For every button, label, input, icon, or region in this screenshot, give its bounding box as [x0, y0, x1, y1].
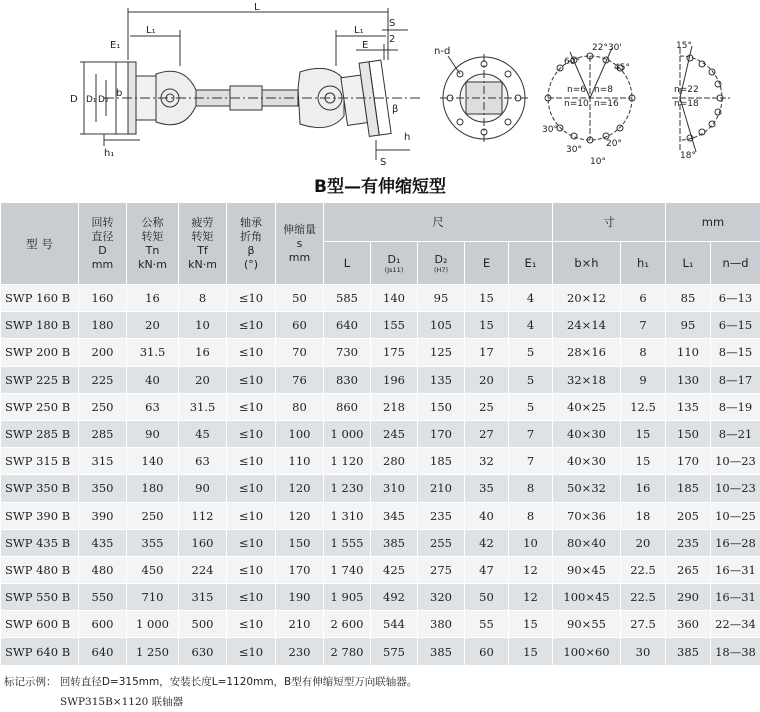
table-cell: 5 [509, 393, 553, 420]
table-cell: ≤10 [227, 393, 276, 420]
table-cell: 218 [371, 393, 418, 420]
table-cell: 170 [418, 420, 465, 447]
label-22-30: 22°30' [592, 43, 622, 53]
table-cell: 1 120 [324, 448, 371, 475]
label-S: S [380, 157, 387, 168]
table-cell: 20 [179, 366, 227, 393]
table-cell: 160 [179, 529, 227, 556]
table-cell: 550 [79, 584, 127, 611]
header-D2: D₂ (H7) [418, 242, 465, 285]
table-row [1, 393, 760, 420]
table-cell: 235 [666, 529, 711, 556]
table-cell: 27.5 [621, 611, 666, 638]
header-nd: n—d [711, 242, 760, 285]
table-cell: 205 [666, 502, 711, 529]
model-cell: SWP 600 B [1, 611, 79, 638]
table-cell: 7 [621, 312, 666, 339]
table-cell: 95 [418, 285, 465, 312]
page-title: B型—有伸缩短型 [314, 177, 446, 197]
table-cell: 90 [127, 420, 179, 447]
header-dimensions-label: 尺 [324, 203, 553, 242]
table-cell: ≤10 [227, 285, 276, 312]
table-cell: 15 [465, 312, 509, 339]
table-cell: 22.5 [621, 584, 666, 611]
table-cell: 45 [179, 420, 227, 447]
table-cell: 4 [509, 285, 553, 312]
table-cell: 10—23 [711, 475, 760, 502]
table-cell: 224 [179, 556, 227, 583]
label-D: D [70, 94, 78, 105]
table-cell: 105 [418, 312, 465, 339]
table-cell: 235 [418, 502, 465, 529]
marking-example-note: 标记示例： 回转直径D=315mm，安装长度L=1120mm，B型有伸缩短型万向联轴器。 [4, 676, 418, 688]
label-S-half: S [389, 18, 396, 29]
table-cell: 8—17 [711, 366, 760, 393]
table-cell: 16—31 [711, 584, 760, 611]
table-cell: 8—21 [711, 420, 760, 447]
table-cell: 120 [276, 475, 324, 502]
table-cell: 24×14 [553, 312, 621, 339]
table-cell: 435 [79, 529, 127, 556]
table-cell: 40 [127, 366, 179, 393]
table-cell: 150 [418, 393, 465, 420]
table-cell: 10—25 [711, 502, 760, 529]
table-cell: 425 [371, 556, 418, 583]
table-cell: 125 [418, 339, 465, 366]
table-cell: 30 [621, 638, 666, 665]
table-row [1, 556, 760, 583]
table-cell: 135 [666, 393, 711, 420]
table-cell: ≤10 [227, 339, 276, 366]
table-cell: 315 [79, 448, 127, 475]
table-cell: 60 [465, 638, 509, 665]
table-cell: 480 [79, 556, 127, 583]
table-cell: 135 [418, 366, 465, 393]
table-cell: 12 [509, 556, 553, 583]
table-cell: ≤10 [227, 584, 276, 611]
table-cell: 15 [509, 611, 553, 638]
table-row [1, 638, 760, 665]
table-cell: 20 [621, 529, 666, 556]
table-cell: 16 [621, 475, 666, 502]
table-cell: 345 [371, 502, 418, 529]
table-row [1, 611, 760, 638]
header-dimensions-label2: 寸 [553, 203, 666, 242]
table-cell: 20 [127, 312, 179, 339]
table-cell: 385 [418, 638, 465, 665]
table-cell: 28×16 [553, 339, 621, 366]
table-cell: 2 780 [324, 638, 371, 665]
table-cell: 170 [276, 556, 324, 583]
table-cell: 380 [418, 611, 465, 638]
label-h1: h₁ [104, 148, 115, 159]
header-unit: mm [666, 203, 760, 242]
label-20: 20° [606, 139, 622, 149]
table-cell: 35 [465, 475, 509, 502]
table-cell: 200 [79, 339, 127, 366]
model-cell: SWP 285 B [1, 420, 79, 447]
table-cell: 10 [509, 529, 553, 556]
table-cell: 16—31 [711, 556, 760, 583]
table-cell: 27 [465, 420, 509, 447]
header-torque-fatigue: 疲劳 转矩 Tf kN·m [179, 203, 227, 285]
table-row [1, 366, 760, 393]
table-cell: 155 [371, 312, 418, 339]
table-cell: ≤10 [227, 556, 276, 583]
table-cell: 70 [276, 339, 324, 366]
table-cell: 40×30 [553, 420, 621, 447]
table-cell: ≤10 [227, 502, 276, 529]
table-cell: 40×25 [553, 393, 621, 420]
spec-table [0, 202, 760, 666]
model-cell: SWP 200 B [1, 339, 79, 366]
model-cell: SWP 390 B [1, 502, 79, 529]
table-cell: 17 [465, 339, 509, 366]
table-cell: ≤10 [227, 529, 276, 556]
table-cell: 100×60 [553, 638, 621, 665]
table-cell: 630 [179, 638, 227, 665]
label-L: L [254, 2, 260, 13]
table-cell: 16 [179, 339, 227, 366]
table-cell: 8—15 [711, 339, 760, 366]
label-60: 60° [564, 57, 580, 67]
table-cell: 15 [621, 448, 666, 475]
table-cell: 31.5 [179, 393, 227, 420]
table-cell: 18—38 [711, 638, 760, 665]
table-cell: 320 [418, 584, 465, 611]
label-D1: D₁ [86, 95, 97, 105]
table-cell: 640 [79, 638, 127, 665]
table-row [1, 584, 760, 611]
table-cell: 8—19 [711, 393, 760, 420]
label-n10: n=10 [564, 99, 589, 109]
table-cell: 210 [276, 611, 324, 638]
table-cell: 110 [666, 339, 711, 366]
header-stretch: 伸缩量 s mm [276, 203, 324, 285]
table-cell: 140 [127, 448, 179, 475]
table-cell: 185 [418, 448, 465, 475]
table-cell: ≤10 [227, 611, 276, 638]
table-cell: 355 [127, 529, 179, 556]
table-cell: 90×55 [553, 611, 621, 638]
table-cell: 80×40 [553, 529, 621, 556]
table-cell: 255 [418, 529, 465, 556]
table-cell: 15 [465, 285, 509, 312]
table-cell: 250 [127, 502, 179, 529]
table-cell: 170 [666, 448, 711, 475]
table-cell: 70×36 [553, 502, 621, 529]
table-cell: 830 [324, 366, 371, 393]
table-row [1, 502, 760, 529]
table-cell: 5 [509, 366, 553, 393]
label-15: 15° [676, 41, 692, 51]
table-cell: 85 [666, 285, 711, 312]
table-cell: 18 [621, 502, 666, 529]
label-30-bottom: 30° [566, 145, 582, 155]
table-row [1, 339, 760, 366]
label-h: h [404, 132, 411, 143]
table-cell: 180 [79, 312, 127, 339]
label-beta: β [392, 104, 399, 115]
table-cell: 245 [371, 420, 418, 447]
table-cell: 1 250 [127, 638, 179, 665]
table-cell: 710 [127, 584, 179, 611]
table-cell: 190 [276, 584, 324, 611]
table-cell: 15 [621, 420, 666, 447]
table-cell: 76 [276, 366, 324, 393]
table-cell: 1 230 [324, 475, 371, 502]
table-cell: 22—34 [711, 611, 760, 638]
table-cell: 600 [79, 611, 127, 638]
table-cell: ≤10 [227, 366, 276, 393]
table-cell: 63 [127, 393, 179, 420]
model-cell: SWP 225 B [1, 366, 79, 393]
table-cell: 385 [371, 529, 418, 556]
table-cell: 16—28 [711, 529, 760, 556]
marking-example-code: SWP315B×1120 联轴器 [60, 696, 184, 708]
table-cell: ≤10 [227, 420, 276, 447]
table-cell: 12 [509, 584, 553, 611]
header-D1: D₁ (Js11) [371, 242, 418, 285]
model-cell: SWP 160 B [1, 285, 79, 312]
table-cell: 130 [666, 366, 711, 393]
table-cell: 280 [371, 448, 418, 475]
table-row [1, 529, 760, 556]
table-cell: 10 [179, 312, 227, 339]
table-cell: 1 740 [324, 556, 371, 583]
table-cell: 40 [465, 502, 509, 529]
table-cell: 50×32 [553, 475, 621, 502]
label-L1-right: L₁ [354, 25, 364, 36]
table-cell: 8 [509, 502, 553, 529]
table-cell: 315 [179, 584, 227, 611]
table-cell: 40×30 [553, 448, 621, 475]
label-nd: n-d [434, 46, 451, 57]
table-cell: 9 [621, 366, 666, 393]
table-cell: 500 [179, 611, 227, 638]
header-L1: L₁ [666, 242, 711, 285]
label-E1: E₁ [110, 40, 121, 51]
header-h1: h₁ [621, 242, 666, 285]
model-cell: SWP 480 B [1, 556, 79, 583]
table-cell: 50 [276, 285, 324, 312]
table-cell: 80 [276, 393, 324, 420]
header-bxh: b×h [553, 242, 621, 285]
table-cell: ≤10 [227, 312, 276, 339]
table-cell: 385 [666, 638, 711, 665]
table-cell: 6—15 [711, 312, 760, 339]
table-row [1, 285, 760, 312]
header-model: 型 号 [1, 203, 79, 285]
header-L: L [324, 242, 371, 285]
table-cell: 47 [465, 556, 509, 583]
table-body [1, 285, 760, 666]
table-cell: 230 [276, 638, 324, 665]
table-cell: 265 [666, 556, 711, 583]
table-cell: 492 [371, 584, 418, 611]
label-n16: n=16 [594, 99, 619, 109]
table-cell: 175 [371, 339, 418, 366]
table-row [1, 475, 760, 502]
table-cell: 16 [127, 285, 179, 312]
table-cell: 110 [276, 448, 324, 475]
label-10: 10° [590, 157, 606, 167]
table-cell: 8 [621, 339, 666, 366]
table-cell: 185 [666, 475, 711, 502]
table-cell: 12.5 [621, 393, 666, 420]
table-cell: 1 000 [127, 611, 179, 638]
table-cell: 55 [465, 611, 509, 638]
table-cell: 15 [509, 638, 553, 665]
table-cell: 25 [465, 393, 509, 420]
table-cell: 225 [79, 366, 127, 393]
table-cell: 42 [465, 529, 509, 556]
header-diameter: 回转 直径 D mm [79, 203, 127, 285]
table-cell: 20×12 [553, 285, 621, 312]
technical-drawing [0, 0, 760, 170]
label-45: 45° [614, 63, 630, 73]
table-cell: 5 [509, 339, 553, 366]
table-cell: 60 [276, 312, 324, 339]
label-n18: n=18 [674, 99, 699, 109]
table-cell: 290 [666, 584, 711, 611]
table-cell: 140 [371, 285, 418, 312]
table-cell: 90×45 [553, 556, 621, 583]
table-cell: 100 [276, 420, 324, 447]
table-cell: 250 [79, 393, 127, 420]
table-cell: 150 [276, 529, 324, 556]
table-cell: 63 [179, 448, 227, 475]
header-E1: E₁ [509, 242, 553, 285]
model-cell: SWP 640 B [1, 638, 79, 665]
table-cell: 90 [179, 475, 227, 502]
table-cell: 50 [465, 584, 509, 611]
label-L1-left: L₁ [146, 25, 156, 36]
table-cell: 10—23 [711, 448, 760, 475]
table-cell: 1 555 [324, 529, 371, 556]
table-cell: 112 [179, 502, 227, 529]
table-cell: 150 [666, 420, 711, 447]
table-cell: 32 [465, 448, 509, 475]
table-cell: 22.5 [621, 556, 666, 583]
table-cell: 1 000 [324, 420, 371, 447]
model-cell: SWP 350 B [1, 475, 79, 502]
model-cell: SWP 435 B [1, 529, 79, 556]
model-cell: SWP 180 B [1, 312, 79, 339]
label-D2: D₂ [98, 95, 109, 105]
table-cell: 585 [324, 285, 371, 312]
table-cell: 100×45 [553, 584, 621, 611]
table-cell: 390 [79, 502, 127, 529]
table-cell: 4 [509, 312, 553, 339]
table-cell: 8 [509, 475, 553, 502]
table-row [1, 312, 760, 339]
table-cell: 1 905 [324, 584, 371, 611]
table-cell: 120 [276, 502, 324, 529]
table-cell: 7 [509, 448, 553, 475]
table-row [1, 420, 760, 447]
model-cell: SWP 250 B [1, 393, 79, 420]
table-cell: 210 [418, 475, 465, 502]
label-E: E [362, 40, 369, 51]
table-cell: 20 [465, 366, 509, 393]
table-cell: 180 [127, 475, 179, 502]
table-cell: 275 [418, 556, 465, 583]
label-S-half-den: 2 [389, 34, 396, 45]
table-cell: 2 600 [324, 611, 371, 638]
label-18: 18° [680, 151, 696, 161]
table-cell: ≤10 [227, 638, 276, 665]
table-cell: 285 [79, 420, 127, 447]
table-cell: ≤10 [227, 475, 276, 502]
table-cell: 360 [666, 611, 711, 638]
header-E: E [465, 242, 509, 285]
label-n22: n=22 [674, 85, 699, 95]
table-cell: 860 [324, 393, 371, 420]
model-cell: SWP 550 B [1, 584, 79, 611]
table-cell: 450 [127, 556, 179, 583]
table-cell: 7 [509, 420, 553, 447]
table-cell: 310 [371, 475, 418, 502]
table-cell: 640 [324, 312, 371, 339]
label-n6: n=6 [567, 85, 586, 95]
table-cell: 8 [179, 285, 227, 312]
table-cell: 31.5 [127, 339, 179, 366]
label-30-left: 30° [542, 125, 558, 135]
table-cell: 95 [666, 312, 711, 339]
table-cell: 350 [79, 475, 127, 502]
table-cell: 6 [621, 285, 666, 312]
table-cell: 575 [371, 638, 418, 665]
table-cell: 196 [371, 366, 418, 393]
table-cell: 6—13 [711, 285, 760, 312]
label-n8: n=8 [594, 85, 613, 95]
header-bearing-angle: 轴承 折角 β (°) [227, 203, 276, 285]
table-cell: 1 310 [324, 502, 371, 529]
table-cell: 160 [79, 285, 127, 312]
label-b: b [116, 88, 123, 99]
table-cell: 32×18 [553, 366, 621, 393]
table-cell: ≤10 [227, 448, 276, 475]
model-cell: SWP 315 B [1, 448, 79, 475]
table-cell: 544 [371, 611, 418, 638]
table-row [1, 448, 760, 475]
header-torque-nominal: 公称 转矩 Tn kN·m [127, 203, 179, 285]
table-cell: 730 [324, 339, 371, 366]
